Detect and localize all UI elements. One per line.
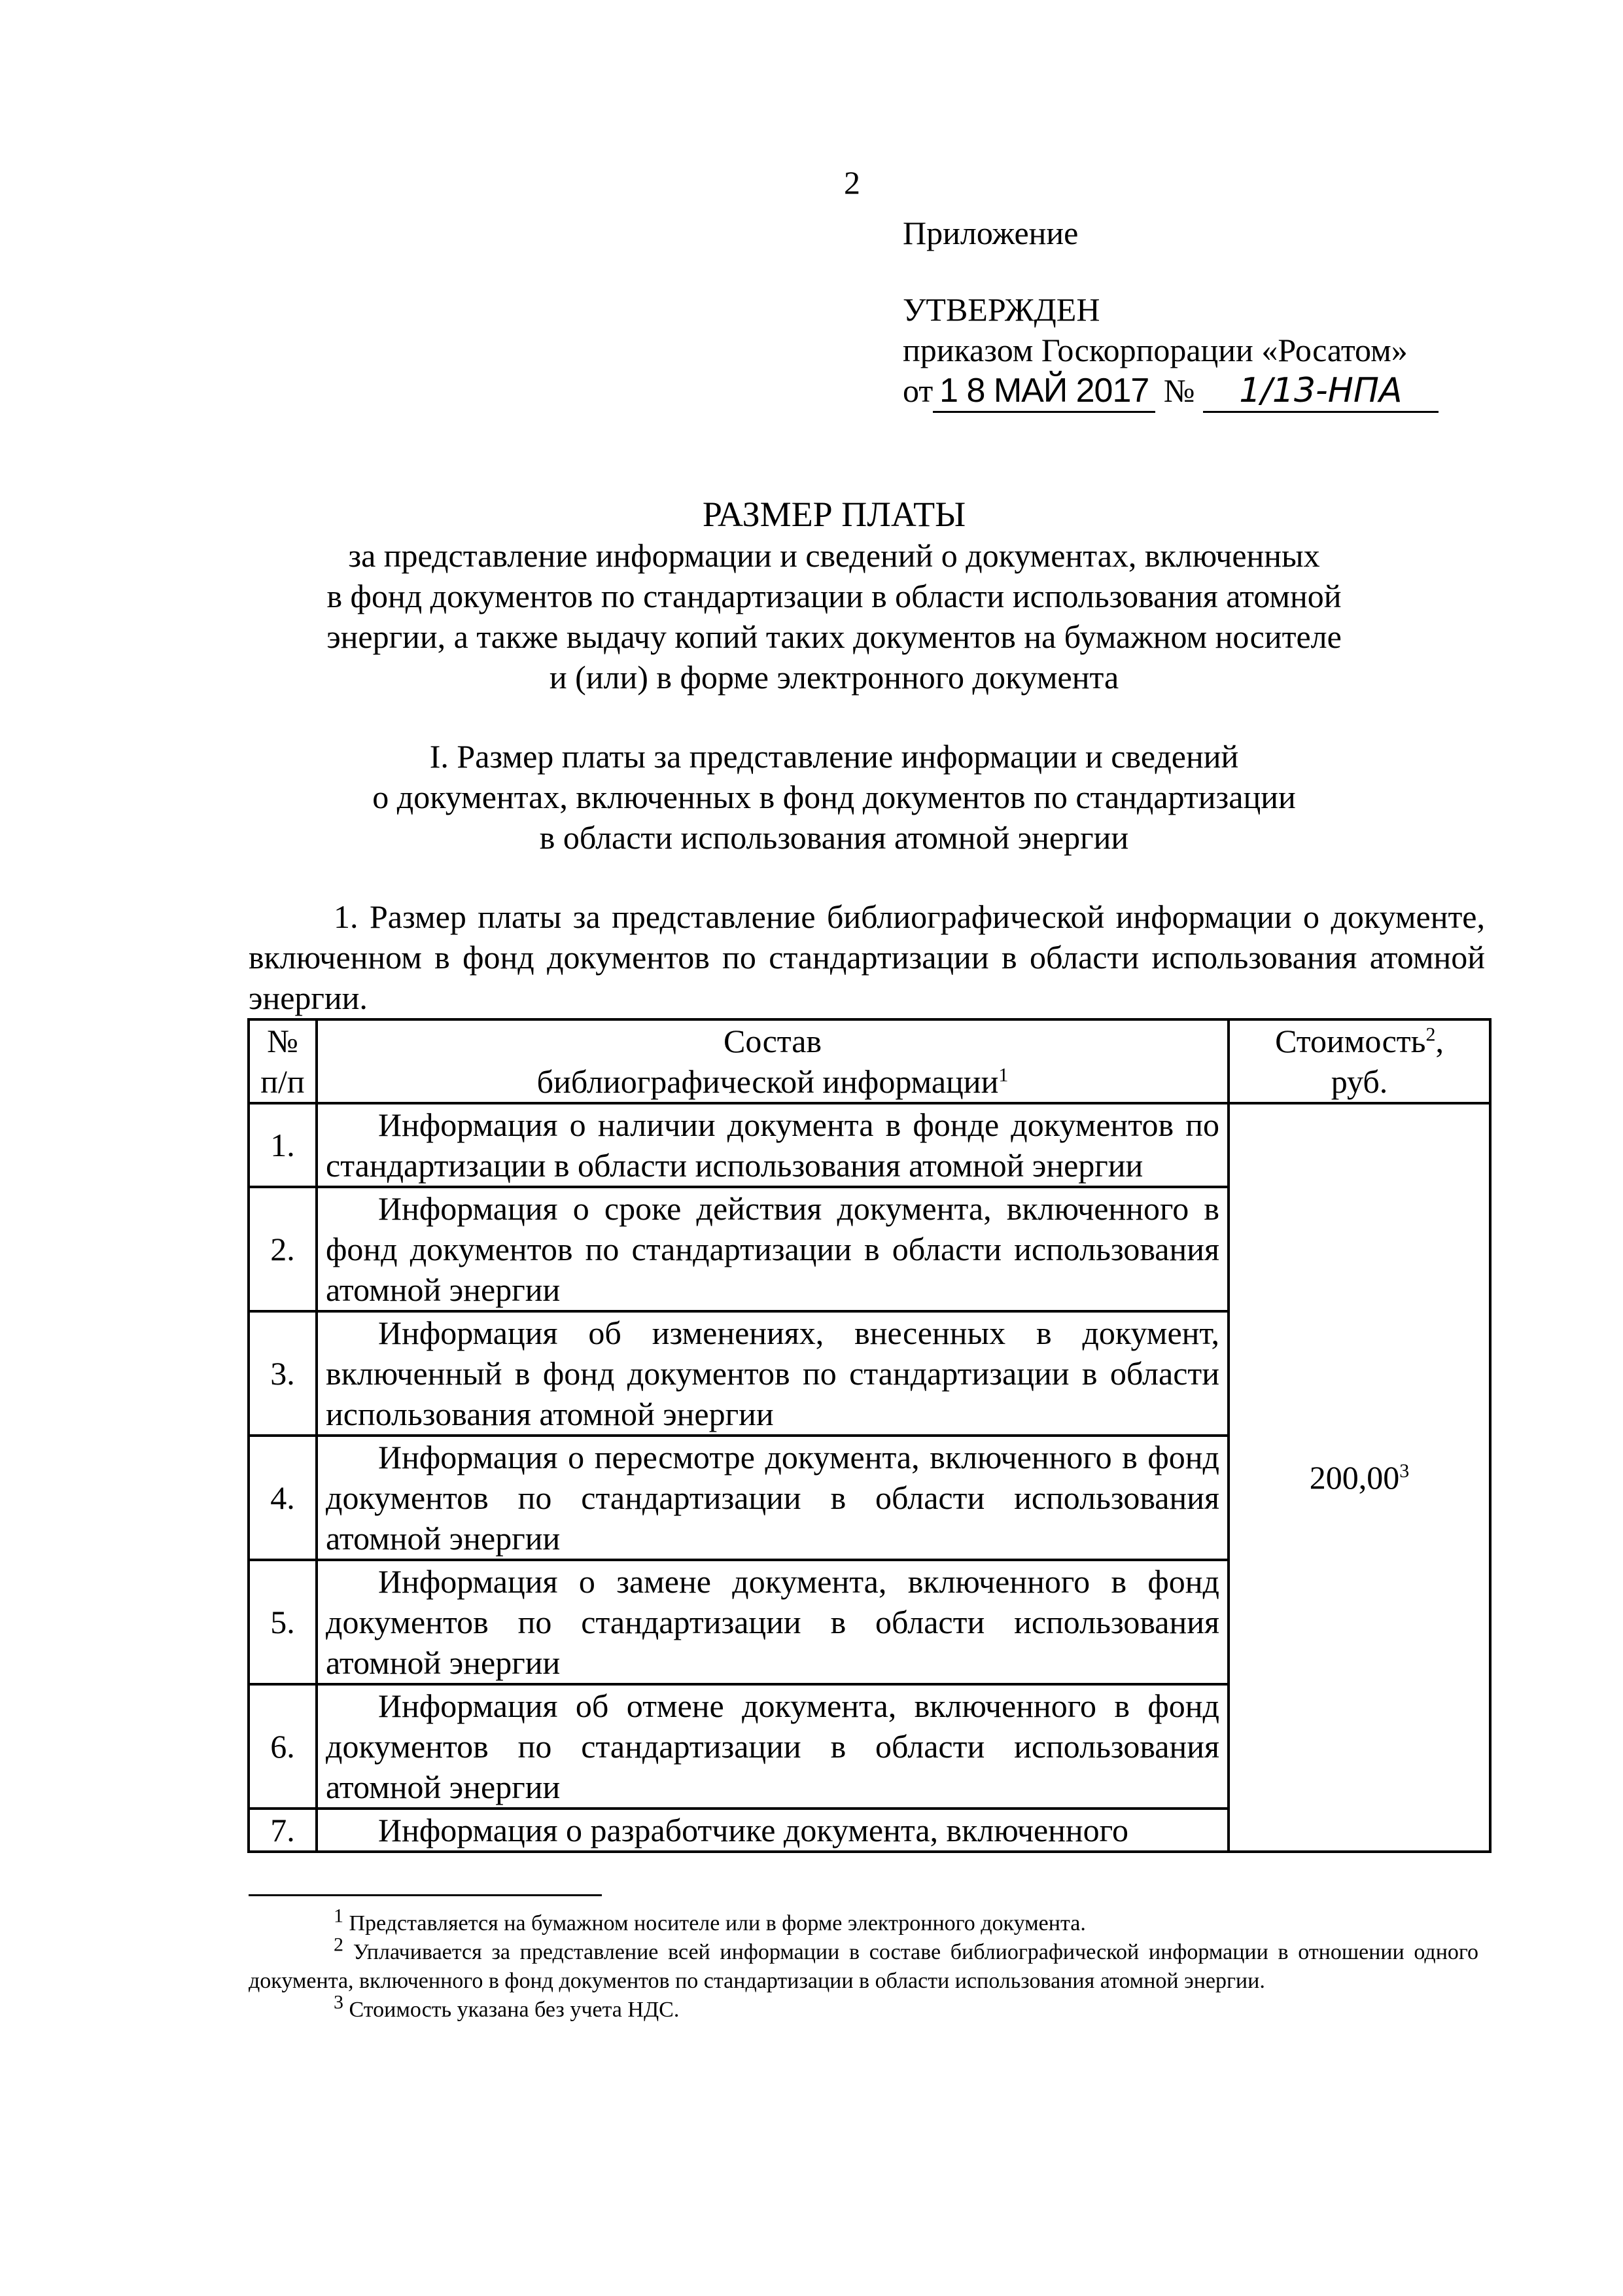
row-description-text: Информация о пересмотре документа, включенного в фонд документов по стандартизации в области использования атомной энергии: [326, 1439, 1219, 1557]
footnote-mark: 2: [334, 1934, 343, 1956]
table-row: [249, 1103, 1490, 1187]
header-number-line2: п/п: [260, 1063, 305, 1100]
subtitle-line: за представление информации и сведений о документах, включенных: [348, 537, 1320, 574]
row-description-text: Информация о разработчике документа, включенного: [378, 1812, 1128, 1848]
approved-label: УТВЕРЖДЕН: [903, 291, 1100, 328]
section-heading: [249, 736, 1420, 858]
footnote-text: Представляется на бумажном носителе или в форме электронного документа.: [349, 1911, 1086, 1935]
section-heading-line: в области использования атомной энергии: [539, 819, 1129, 856]
footnote-separator: [249, 1894, 602, 1896]
paragraph-1-text: 1. Размер платы за представление библиографической информации о документе, включенном в фонд документов по стандартизации в области использования атомной энергии.: [249, 898, 1485, 1016]
row-number: 4.: [249, 1436, 317, 1560]
paragraph-1: [249, 896, 1485, 1018]
footnote-ref: 2: [1425, 1023, 1436, 1046]
footnote: [249, 1905, 1478, 1938]
row-description-text: Информация о наличии документа в фонде документов по стандартизации в области использования атомной энергии: [326, 1106, 1219, 1184]
header-description-line2: [326, 1061, 1219, 1102]
header-cost: [1229, 1019, 1490, 1103]
row-description: [317, 1187, 1229, 1311]
header-cost-text: Стоимость: [1275, 1023, 1426, 1059]
order-number-handwritten: 1/13-НПА: [1203, 370, 1439, 413]
header-cost-comma: ,: [1435, 1023, 1444, 1059]
header-cost-line2: руб.: [1331, 1063, 1388, 1100]
footnote-ref: 3: [1399, 1460, 1410, 1482]
table-header-row: [249, 1019, 1490, 1103]
footnote-ref: 1: [998, 1064, 1009, 1086]
footnote-text: Уплачивается за представление всей информации в составе библиографической информации в отношении одного документа, включенного в фонд документов по стандартизации в области использования атомной энергии.: [249, 1940, 1478, 1993]
footnote-mark: 1: [334, 1905, 343, 1927]
footnote-mark: 3: [334, 1991, 343, 2013]
footnote-text: Стоимость указана без учета НДС.: [349, 1998, 680, 2022]
header-number: [249, 1019, 317, 1103]
appendix-label: Приложение: [903, 215, 1079, 251]
cost-value: 200,00: [1309, 1459, 1400, 1496]
row-description-text: Информация о сроке действия документа, включенного в фонд документов по стандартизации в области использования атомной энергии: [326, 1190, 1219, 1308]
document-subtitle: [249, 535, 1420, 698]
header-description-line1: Состав: [723, 1023, 822, 1059]
row-number: 3.: [249, 1311, 317, 1436]
subtitle-line: и (или) в форме электронного документа: [549, 659, 1119, 696]
from-label: от: [903, 372, 934, 409]
row-description: [317, 1103, 1229, 1187]
fee-table: [247, 1018, 1492, 1853]
document-title: РАЗМЕР ПЛАТЫ: [702, 495, 966, 534]
section-heading-line: I. Размер платы за представление информации и сведений: [429, 738, 1239, 775]
section-heading-line: о документах, включенных в фонд документов по стандартизации: [372, 779, 1296, 815]
row-number: 2.: [249, 1187, 317, 1311]
row-number: 5.: [249, 1560, 317, 1684]
approval-block: [903, 213, 1439, 413]
footnote: [249, 1991, 1478, 2024]
row-description: [317, 1560, 1229, 1684]
subtitle-line: энергии, а также выдачу копий таких документов на бумажном носителе: [326, 618, 1342, 655]
row-description-text: Информация об отмене документа, включенного в фонд документов по стандартизации в области использования атомной энергии: [326, 1687, 1219, 1805]
page-number: 2: [844, 164, 860, 201]
header-cost-line1: [1238, 1021, 1481, 1061]
number-label: №: [1163, 372, 1195, 409]
row-description: [317, 1684, 1229, 1809]
header-description-text: библиографической информации: [536, 1063, 999, 1100]
footnote: [249, 1934, 1478, 1996]
row-number: 7.: [249, 1809, 317, 1852]
row-description-text: Информация о замене документа, включенного в фонд документов по стандартизации в области использования атомной энергии: [326, 1563, 1219, 1681]
order-line: приказом Госкорпорации «Росатом»: [903, 332, 1408, 368]
header-description: [317, 1019, 1229, 1103]
row-description: [317, 1809, 1229, 1852]
cost-cell: [1229, 1103, 1490, 1852]
row-description-text: Информация об изменениях, внесенных в документ, включенный в фонд документов по стандартизации в области использования атомной энергии: [326, 1315, 1219, 1432]
subtitle-line: в фонд документов по стандартизации в области использования атомной: [326, 578, 1342, 614]
order-date-stamp: 1 8 МАЙ 2017: [933, 370, 1155, 413]
row-number: 6.: [249, 1684, 317, 1809]
row-description: [317, 1311, 1229, 1436]
row-description: [317, 1436, 1229, 1560]
footnotes: [249, 1905, 1478, 2024]
row-number: 1.: [249, 1103, 317, 1187]
header-number-line1: №: [267, 1023, 298, 1059]
date-number-line: [903, 370, 1439, 413]
